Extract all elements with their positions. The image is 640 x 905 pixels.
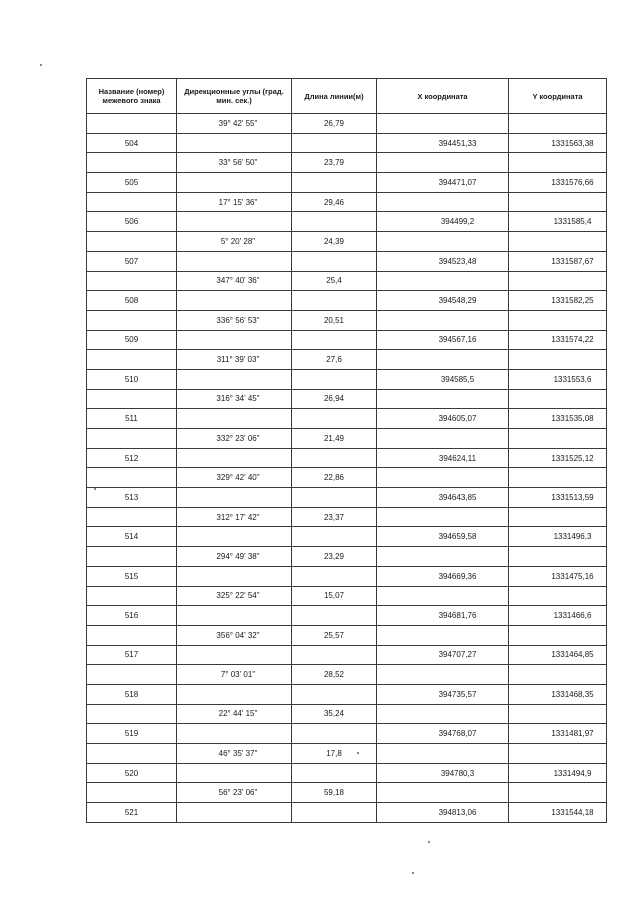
marker-name-cell: 520 [87, 763, 177, 783]
segment-row [87, 547, 607, 567]
empty-cell [177, 212, 292, 232]
empty-cell [87, 114, 177, 134]
empty-cell [509, 507, 607, 527]
marker-name-cell: 518 [87, 684, 177, 704]
line-length-cell: 15,07 [292, 586, 377, 606]
empty-cell [509, 744, 607, 764]
line-length-cell: 25,57 [292, 625, 377, 645]
empty-cell [177, 763, 292, 783]
scan-speck [428, 841, 430, 843]
marker-row [87, 212, 607, 232]
bearing-cell: 356° 04' 32" [177, 625, 292, 645]
empty-cell [292, 763, 377, 783]
y-coordinate-cell: 1331535,08 [509, 409, 607, 429]
empty-cell [377, 665, 509, 685]
marker-row [87, 527, 607, 547]
x-coordinate-cell: 394735,57 [377, 684, 509, 704]
empty-cell [177, 606, 292, 626]
line-length-cell: 25,4 [292, 271, 377, 291]
empty-cell [377, 114, 509, 134]
empty-cell [292, 133, 377, 153]
empty-cell [292, 409, 377, 429]
empty-cell [509, 665, 607, 685]
x-coordinate-cell: 394548,29 [377, 291, 509, 311]
bearing-cell: 22° 44' 15" [177, 704, 292, 724]
empty-cell [377, 192, 509, 212]
empty-cell [509, 783, 607, 803]
line-length-cell: 35,24 [292, 704, 377, 724]
marker-row [87, 369, 607, 389]
empty-cell [377, 744, 509, 764]
bearing-cell: 56° 23' 06" [177, 783, 292, 803]
marker-row [87, 448, 607, 468]
empty-cell [292, 212, 377, 232]
line-length-cell: 26,94 [292, 389, 377, 409]
empty-cell [377, 310, 509, 330]
y-coordinate-cell: 1331585,4 [509, 212, 607, 232]
empty-cell [377, 153, 509, 173]
marker-row [87, 291, 607, 311]
marker-row [87, 566, 607, 586]
empty-cell [87, 547, 177, 567]
empty-cell [177, 133, 292, 153]
empty-cell [377, 350, 509, 370]
empty-cell [509, 547, 607, 567]
bearing-cell: 329° 42' 40" [177, 468, 292, 488]
empty-cell [177, 684, 292, 704]
bearing-cell: 33° 56' 50" [177, 153, 292, 173]
empty-cell [87, 468, 177, 488]
y-coordinate-cell: 1331475,16 [509, 566, 607, 586]
header-y-coordinate: Y координата [509, 79, 607, 114]
y-coordinate-cell: 1331468,35 [509, 684, 607, 704]
bearing-cell: 332° 23' 06" [177, 429, 292, 449]
empty-cell [509, 586, 607, 606]
line-length-cell: 26,79 [292, 114, 377, 134]
y-coordinate-cell: 1331576,66 [509, 173, 607, 193]
header-bearing: Дирекционные углы (град. мин. сек.) [177, 79, 292, 114]
y-coordinate-cell: 1331587,67 [509, 251, 607, 271]
empty-cell [377, 783, 509, 803]
scan-speck [40, 64, 42, 66]
y-coordinate-cell: 1331494,9 [509, 763, 607, 783]
empty-cell [292, 369, 377, 389]
marker-row [87, 803, 607, 823]
bearing-cell: 294° 49' 38" [177, 547, 292, 567]
marker-name-cell: 514 [87, 527, 177, 547]
empty-cell [377, 547, 509, 567]
bearing-cell: 316° 34' 45" [177, 389, 292, 409]
bearing-cell: 17° 15' 36" [177, 192, 292, 212]
empty-cell [377, 389, 509, 409]
line-length-cell: 21,49 [292, 429, 377, 449]
empty-cell [87, 586, 177, 606]
y-coordinate-cell: 1331553,6 [509, 369, 607, 389]
marker-name-cell: 521 [87, 803, 177, 823]
segment-row [87, 783, 607, 803]
bearing-cell: 5° 20' 28" [177, 232, 292, 252]
empty-cell [509, 625, 607, 645]
empty-cell [87, 271, 177, 291]
x-coordinate-cell: 394499,2 [377, 212, 509, 232]
bearing-cell: 312° 17' 42" [177, 507, 292, 527]
segment-row [87, 114, 607, 134]
empty-cell [177, 566, 292, 586]
x-coordinate-cell: 394605,07 [377, 409, 509, 429]
y-coordinate-cell: 1331464,85 [509, 645, 607, 665]
marker-name-cell: 511 [87, 409, 177, 429]
scan-speck [94, 488, 96, 490]
marker-name-cell: 515 [87, 566, 177, 586]
scan-speck [412, 872, 414, 874]
empty-cell [377, 429, 509, 449]
empty-cell [292, 527, 377, 547]
line-length-cell: 24,39 [292, 232, 377, 252]
marker-name-cell: 517 [87, 645, 177, 665]
empty-cell [509, 310, 607, 330]
empty-cell [87, 704, 177, 724]
segment-row [87, 744, 607, 764]
x-coordinate-cell: 394813,06 [377, 803, 509, 823]
empty-cell [377, 704, 509, 724]
bearing-cell: 39° 42' 55" [177, 114, 292, 134]
empty-cell [377, 468, 509, 488]
y-coordinate-cell: 1331513,59 [509, 488, 607, 508]
empty-cell [509, 271, 607, 291]
marker-name-cell: 507 [87, 251, 177, 271]
empty-cell [87, 507, 177, 527]
empty-cell [292, 724, 377, 744]
marker-row [87, 606, 607, 626]
empty-cell [87, 783, 177, 803]
bearing-cell: 336° 56' 53" [177, 310, 292, 330]
empty-cell [87, 389, 177, 409]
segment-row [87, 192, 607, 212]
empty-cell [177, 527, 292, 547]
line-length-cell: 20,51 [292, 310, 377, 330]
segment-row [87, 468, 607, 488]
marker-name-cell: 510 [87, 369, 177, 389]
empty-cell [177, 803, 292, 823]
scan-speck [357, 752, 359, 754]
x-coordinate-cell: 394451,33 [377, 133, 509, 153]
segment-row [87, 153, 607, 173]
marker-row [87, 251, 607, 271]
empty-cell [177, 330, 292, 350]
x-coordinate-cell: 394659,58 [377, 527, 509, 547]
line-length-cell: 28,52 [292, 665, 377, 685]
empty-cell [292, 330, 377, 350]
empty-cell [177, 409, 292, 429]
empty-cell [292, 291, 377, 311]
empty-cell [509, 389, 607, 409]
line-length-cell: 22,86 [292, 468, 377, 488]
segment-row [87, 665, 607, 685]
marker-row [87, 173, 607, 193]
marker-name-cell: 519 [87, 724, 177, 744]
segment-row [87, 232, 607, 252]
marker-row [87, 684, 607, 704]
bearing-cell: 311° 39' 03" [177, 350, 292, 370]
marker-name-cell: 508 [87, 291, 177, 311]
table-header-row [87, 79, 607, 114]
empty-cell [377, 586, 509, 606]
y-coordinate-cell: 1331563,38 [509, 133, 607, 153]
segment-row [87, 429, 607, 449]
segment-row [87, 507, 607, 527]
y-coordinate-cell: 1331574,22 [509, 330, 607, 350]
empty-cell [177, 291, 292, 311]
x-coordinate-cell: 394585,5 [377, 369, 509, 389]
bearing-cell: 325° 22' 54" [177, 586, 292, 606]
header-x-coordinate: X координата [377, 79, 509, 114]
segment-row [87, 310, 607, 330]
segment-row [87, 704, 607, 724]
marker-row [87, 409, 607, 429]
empty-cell [87, 665, 177, 685]
marker-row [87, 133, 607, 153]
y-coordinate-cell: 1331481,97 [509, 724, 607, 744]
marker-name-cell: 512 [87, 448, 177, 468]
empty-cell [509, 153, 607, 173]
segment-row [87, 271, 607, 291]
marker-name-cell: 504 [87, 133, 177, 153]
empty-cell [177, 369, 292, 389]
empty-cell [177, 251, 292, 271]
x-coordinate-cell: 394780,3 [377, 763, 509, 783]
empty-cell [377, 271, 509, 291]
empty-cell [377, 232, 509, 252]
x-coordinate-cell: 394567,16 [377, 330, 509, 350]
line-length-cell: 23,37 [292, 507, 377, 527]
y-coordinate-cell: 1331525,12 [509, 448, 607, 468]
y-coordinate-cell: 1331466,6 [509, 606, 607, 626]
empty-cell [509, 232, 607, 252]
header-marker-name: Название (номер) межевого знака [87, 79, 177, 114]
empty-cell [509, 704, 607, 724]
x-coordinate-cell: 394624,11 [377, 448, 509, 468]
empty-cell [509, 429, 607, 449]
empty-cell [177, 724, 292, 744]
segment-row [87, 586, 607, 606]
empty-cell [177, 645, 292, 665]
marker-name-cell: 505 [87, 173, 177, 193]
empty-cell [177, 173, 292, 193]
boundary-coordinates-table [86, 78, 607, 823]
empty-cell [292, 645, 377, 665]
line-length-cell: 29,46 [292, 192, 377, 212]
marker-name-cell: 516 [87, 606, 177, 626]
segment-row [87, 389, 607, 409]
empty-cell [377, 507, 509, 527]
x-coordinate-cell: 394471,07 [377, 173, 509, 193]
empty-cell [177, 448, 292, 468]
empty-cell [87, 232, 177, 252]
empty-cell [177, 488, 292, 508]
empty-cell [509, 350, 607, 370]
empty-cell [87, 192, 177, 212]
bearing-cell: 7° 03' 01" [177, 665, 292, 685]
empty-cell [87, 744, 177, 764]
x-coordinate-cell: 394643,85 [377, 488, 509, 508]
y-coordinate-cell: 1331582,25 [509, 291, 607, 311]
empty-cell [87, 350, 177, 370]
x-coordinate-cell: 394523,48 [377, 251, 509, 271]
marker-row [87, 763, 607, 783]
line-length-cell: 17,8 [292, 744, 377, 764]
empty-cell [292, 488, 377, 508]
line-length-cell: 59,18 [292, 783, 377, 803]
segment-row [87, 625, 607, 645]
empty-cell [509, 192, 607, 212]
empty-cell [87, 153, 177, 173]
empty-cell [292, 448, 377, 468]
empty-cell [87, 310, 177, 330]
bearing-cell: 347° 40' 36" [177, 271, 292, 291]
empty-cell [292, 251, 377, 271]
x-coordinate-cell: 394669,36 [377, 566, 509, 586]
segment-row [87, 350, 607, 370]
empty-cell [87, 625, 177, 645]
marker-name-cell: 506 [87, 212, 177, 232]
x-coordinate-cell: 394768,07 [377, 724, 509, 744]
empty-cell [377, 625, 509, 645]
empty-cell [509, 114, 607, 134]
x-coordinate-cell: 394681,76 [377, 606, 509, 626]
y-coordinate-cell: 1331544,18 [509, 803, 607, 823]
y-coordinate-cell: 1331496,3 [509, 527, 607, 547]
marker-row [87, 645, 607, 665]
empty-cell [87, 429, 177, 449]
x-coordinate-cell: 394707,27 [377, 645, 509, 665]
marker-row [87, 488, 607, 508]
bearing-cell: 46° 35' 37" [177, 744, 292, 764]
empty-cell [509, 468, 607, 488]
line-length-cell: 23,79 [292, 153, 377, 173]
header-line-length: Длина линии(м) [292, 79, 377, 114]
empty-cell [292, 606, 377, 626]
empty-cell [292, 684, 377, 704]
empty-cell [292, 566, 377, 586]
table-body [87, 114, 607, 823]
line-length-cell: 23,29 [292, 547, 377, 567]
line-length-cell: 27,6 [292, 350, 377, 370]
marker-row [87, 724, 607, 744]
marker-name-cell: 509 [87, 330, 177, 350]
empty-cell [292, 173, 377, 193]
marker-row [87, 330, 607, 350]
marker-name-cell: 513 [87, 488, 177, 508]
empty-cell [292, 803, 377, 823]
